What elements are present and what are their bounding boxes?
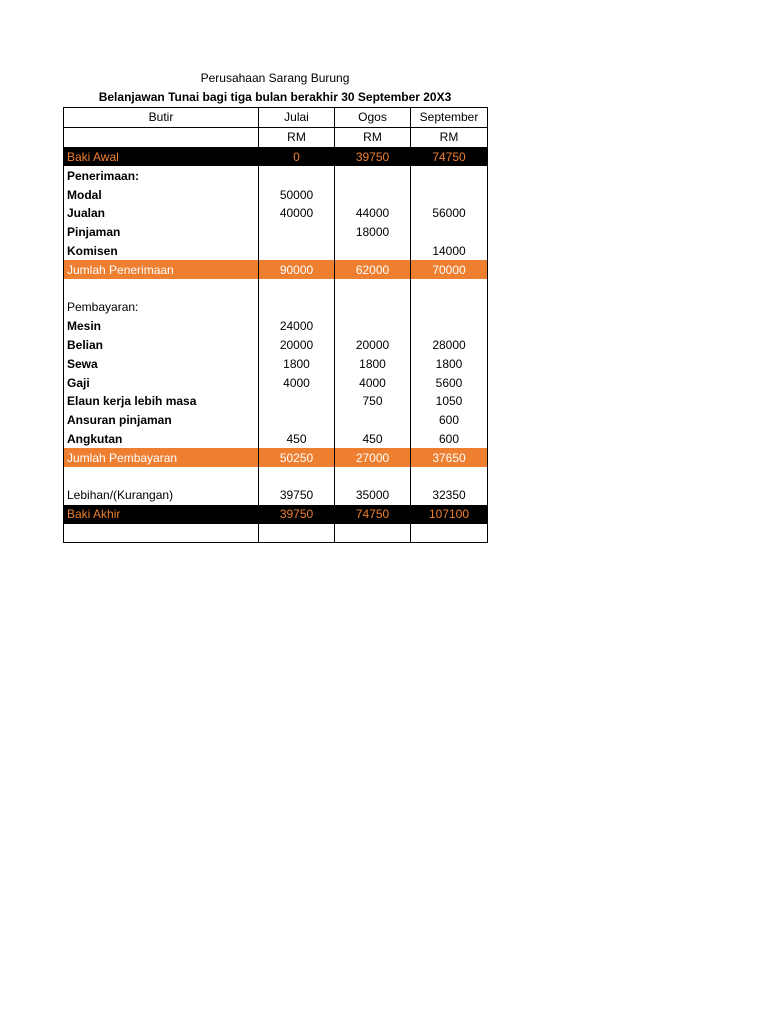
table-row xyxy=(64,185,488,204)
row-label: Baki Awal xyxy=(64,147,259,166)
table-row xyxy=(64,260,488,279)
value-cell: 24000 xyxy=(259,317,335,336)
row-label: Gaji xyxy=(64,373,259,392)
table-row xyxy=(64,486,488,505)
value-cell xyxy=(411,524,488,543)
value-cell: 32350 xyxy=(411,486,488,505)
value-cell xyxy=(259,524,335,543)
unit-cell: RM xyxy=(259,127,335,147)
value-cell: 450 xyxy=(335,430,411,449)
table-row xyxy=(64,204,488,223)
header-row xyxy=(64,108,488,128)
table-row xyxy=(64,392,488,411)
value-cell: 18000 xyxy=(335,223,411,242)
value-cell xyxy=(335,298,411,317)
column-header-julai: Julai xyxy=(259,108,335,128)
row-label: Sewa xyxy=(64,354,259,373)
value-cell xyxy=(259,223,335,242)
table-row xyxy=(64,524,488,543)
value-cell: 74750 xyxy=(411,147,488,166)
value-cell xyxy=(335,524,411,543)
row-label: Pinjaman xyxy=(64,223,259,242)
row-label: Penerimaan: xyxy=(64,166,259,185)
value-cell xyxy=(411,279,488,298)
value-cell xyxy=(411,185,488,204)
row-label: Baki Akhir xyxy=(64,505,259,524)
row-label xyxy=(64,279,259,298)
value-cell xyxy=(335,166,411,185)
value-cell: 0 xyxy=(259,147,335,166)
value-cell: 70000 xyxy=(411,260,488,279)
table-row xyxy=(64,373,488,392)
value-cell: 1050 xyxy=(411,392,488,411)
value-cell: 39750 xyxy=(335,147,411,166)
value-cell: 56000 xyxy=(411,204,488,223)
value-cell xyxy=(259,298,335,317)
value-cell: 44000 xyxy=(335,204,411,223)
table-row xyxy=(64,505,488,524)
table-row xyxy=(64,298,488,317)
value-cell: 5600 xyxy=(411,373,488,392)
value-cell xyxy=(411,298,488,317)
unit-row xyxy=(64,127,488,147)
table-row xyxy=(64,411,488,430)
unit-cell: RM xyxy=(411,127,488,147)
row-label: Elaun kerja lebih masa xyxy=(64,392,259,411)
value-cell: 14000 xyxy=(411,242,488,261)
table-row xyxy=(64,430,488,449)
value-cell: 50250 xyxy=(259,448,335,467)
row-label: Jumlah Pembayaran xyxy=(64,448,259,467)
unit-cell: RM xyxy=(335,127,411,147)
value-cell: 50000 xyxy=(259,185,335,204)
column-header-september: September xyxy=(411,108,488,128)
value-cell xyxy=(411,166,488,185)
value-cell: 35000 xyxy=(335,486,411,505)
table-row xyxy=(64,242,488,261)
value-cell: 20000 xyxy=(259,336,335,355)
value-cell xyxy=(411,223,488,242)
column-header-butir: Butir xyxy=(64,108,259,128)
row-label: Modal xyxy=(64,185,259,204)
value-cell: 600 xyxy=(411,430,488,449)
value-cell xyxy=(335,185,411,204)
value-cell: 1800 xyxy=(335,354,411,373)
value-cell: 39750 xyxy=(259,505,335,524)
value-cell xyxy=(335,279,411,298)
table-row xyxy=(64,354,488,373)
table-row xyxy=(64,223,488,242)
value-cell xyxy=(259,392,335,411)
value-cell: 20000 xyxy=(335,336,411,355)
value-cell: 40000 xyxy=(259,204,335,223)
value-cell xyxy=(259,166,335,185)
table-row xyxy=(64,467,488,486)
value-cell: 28000 xyxy=(411,336,488,355)
value-cell xyxy=(335,242,411,261)
table-row xyxy=(64,147,488,166)
value-cell xyxy=(335,411,411,430)
value-cell: 74750 xyxy=(335,505,411,524)
row-label: Komisen xyxy=(64,242,259,261)
value-cell xyxy=(259,467,335,486)
value-cell xyxy=(259,242,335,261)
table-row xyxy=(64,279,488,298)
row-label: Angkutan xyxy=(64,430,259,449)
value-cell: 27000 xyxy=(335,448,411,467)
value-cell: 4000 xyxy=(259,373,335,392)
value-cell: 450 xyxy=(259,430,335,449)
value-cell: 600 xyxy=(411,411,488,430)
value-cell: 1800 xyxy=(411,354,488,373)
row-label: Pembayaran: xyxy=(64,298,259,317)
value-cell xyxy=(411,317,488,336)
table-row xyxy=(64,166,488,185)
value-cell: 37650 xyxy=(411,448,488,467)
row-label: Lebihan/(Kurangan) xyxy=(64,486,259,505)
table-row xyxy=(64,336,488,355)
document-subtitle: Belanjawan Tunai bagi tiga bulan berakhir 30 September 20X3 xyxy=(98,90,452,104)
row-label xyxy=(64,467,259,486)
row-label: Jualan xyxy=(64,204,259,223)
value-cell xyxy=(411,467,488,486)
value-cell xyxy=(259,279,335,298)
document-title: Perusahaan Sarang Burung xyxy=(200,71,350,85)
row-label: Belian xyxy=(64,336,259,355)
value-cell: 107100 xyxy=(411,505,488,524)
table-row xyxy=(64,317,488,336)
value-cell: 750 xyxy=(335,392,411,411)
unit-cell xyxy=(64,127,259,147)
value-cell: 4000 xyxy=(335,373,411,392)
value-cell xyxy=(259,411,335,430)
table-row xyxy=(64,448,488,467)
value-cell: 62000 xyxy=(335,260,411,279)
row-label: Ansuran pinjaman xyxy=(64,411,259,430)
cash-budget-table xyxy=(63,107,488,543)
row-label xyxy=(64,524,259,543)
value-cell: 90000 xyxy=(259,260,335,279)
value-cell: 39750 xyxy=(259,486,335,505)
row-label: Jumlah Penerimaan xyxy=(64,260,259,279)
column-header-ogos: Ogos xyxy=(335,108,411,128)
value-cell xyxy=(335,317,411,336)
row-label: Mesin xyxy=(64,317,259,336)
value-cell xyxy=(335,467,411,486)
value-cell: 1800 xyxy=(259,354,335,373)
